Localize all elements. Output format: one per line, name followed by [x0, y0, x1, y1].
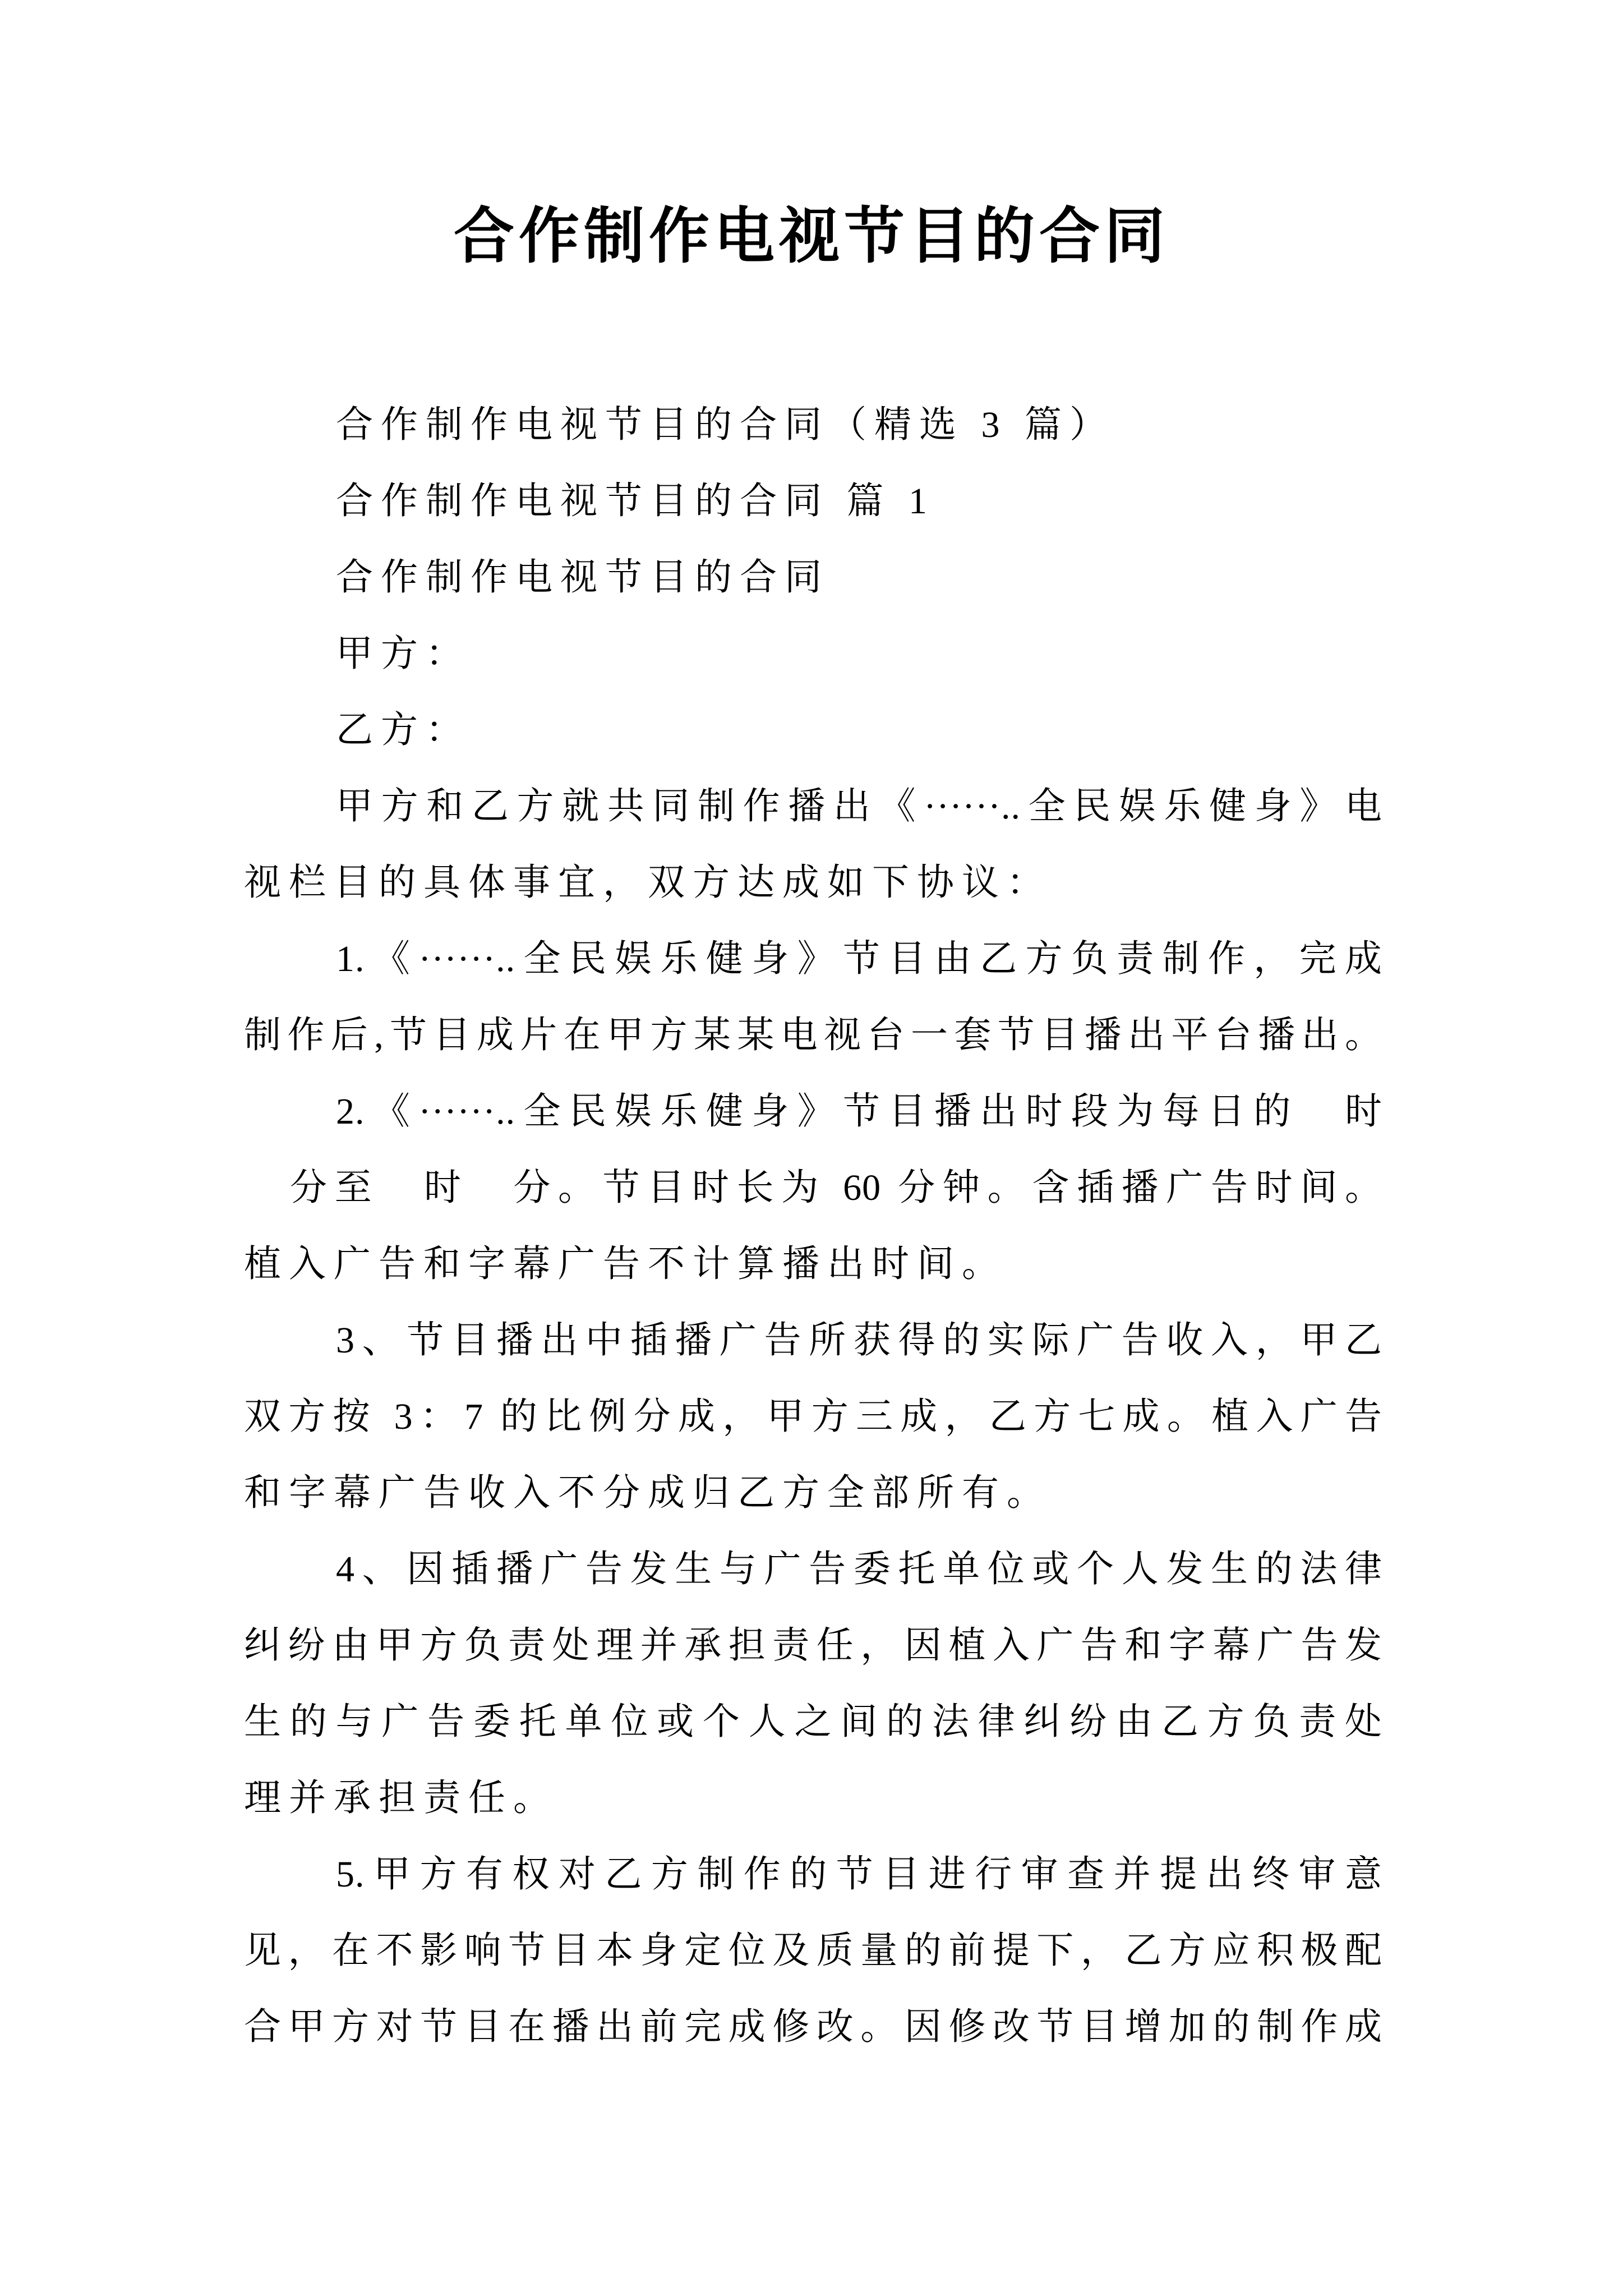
- text-line: 合作制作电视节目的合同（精选 3 篇）: [336, 404, 1114, 445]
- text-line: 甲方：: [336, 633, 471, 674]
- text-line: 1.《······..全民娱乐健身》节目由乙方负责制作，完成: [336, 938, 1382, 979]
- document-title: 合作制作电视节目的合同: [453, 204, 1169, 270]
- text-line: 分至 时 分。节目时长为 60 分钟。含插播广告时间。: [290, 1167, 1382, 1208]
- text-line: 合作制作电视节目的合同 篇 1: [336, 481, 935, 522]
- text-line: 5.甲方有权对乙方制作的节目进行审查并提出终审意: [336, 1854, 1382, 1895]
- text-line: 理并承担责任。: [244, 1778, 558, 1819]
- document-body: [244, 387, 1382, 2065]
- text-line: 和字幕广告收入不分成归乙方全部所有。: [244, 1473, 1052, 1513]
- text-line: 植入广告和字幕广告不计算播出时间。: [244, 1244, 1007, 1285]
- text-line: 3、节目播出中插播广告所获得的实际广告收入，甲乙: [336, 1320, 1382, 1361]
- text-line: 4、因插播广告发生与广告委托单位或个人发生的法律: [336, 1549, 1382, 1590]
- text-line: 生的与广告委托单位或个人之间的法律纠纷由乙方负责处: [244, 1701, 1382, 1742]
- text-line: 甲方和乙方就共同制作播出《······..全民娱乐健身》电: [336, 786, 1382, 827]
- text-line: 双方按 3：7 的比例分成，甲方三成，乙方七成。植入广告: [244, 1396, 1382, 1437]
- text-line: 2.《······..全民娱乐健身》节目播出时段为每日的 时: [336, 1091, 1382, 1132]
- text-line: 视栏目的具体事宜，双方达成如下协议：: [244, 862, 1052, 903]
- text-line: 见，在不影响节目本身定位及质量的前提下，乙方应积极配: [244, 1930, 1382, 1971]
- text-line: 纠纷由甲方负责处理并承担责任，因植入广告和字幕广告发: [244, 1625, 1382, 1666]
- text-line: 合作制作电视节目的合同: [336, 557, 829, 598]
- text-line: 乙方：: [336, 710, 471, 751]
- text-line: 合甲方对节目在播出前完成修改。因修改节目增加的制作成: [244, 2007, 1382, 2047]
- text-line: 制作后,节目成片在甲方某某电视台一套节目播出平台播出。: [244, 1015, 1382, 1056]
